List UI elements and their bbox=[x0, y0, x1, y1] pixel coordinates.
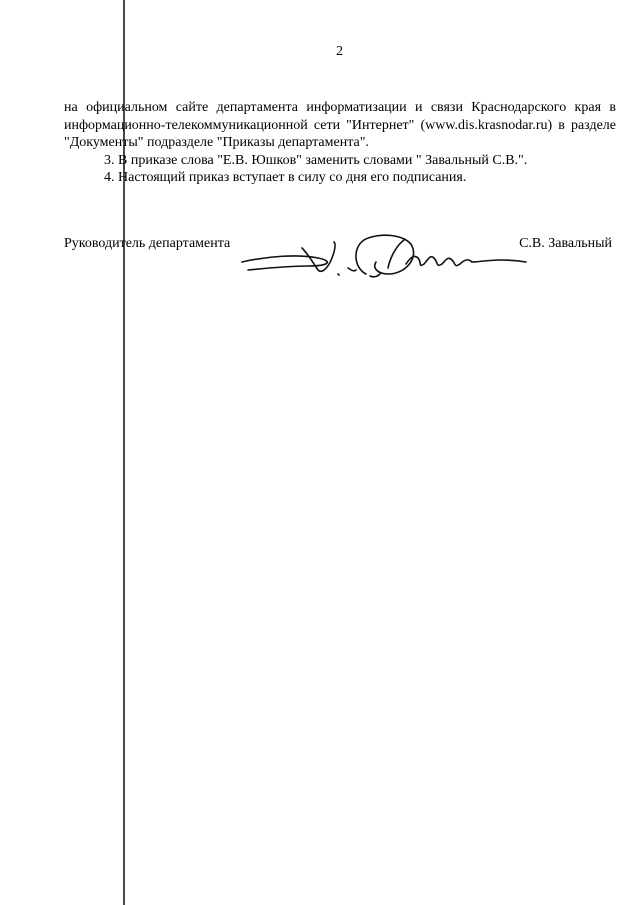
signatory-name: С.В. Завальный bbox=[519, 236, 612, 251]
handwritten-signature bbox=[238, 228, 528, 292]
page-number: 2 bbox=[336, 44, 343, 59]
paragraph-continuation: на официальном сайте департамента информатизации и связи Краснодарского края в информационно-телекоммуникационной сети "Интернет" (www.dis.krasnodar.ru) в разделе "Документы" подразделе "Приказы департамента". bbox=[64, 100, 616, 150]
signature-block bbox=[64, 236, 612, 296]
paragraph-item-4: 4. Настоящий приказ вступает в силу со дня его подписания. bbox=[104, 170, 467, 185]
document-body bbox=[64, 99, 616, 187]
paragraph-item-3: 3. В приказе слова "Е.В. Юшков" заменить словами " Завальный С.В.". bbox=[104, 152, 528, 168]
signatory-title: Руководитель департамента bbox=[64, 236, 231, 251]
